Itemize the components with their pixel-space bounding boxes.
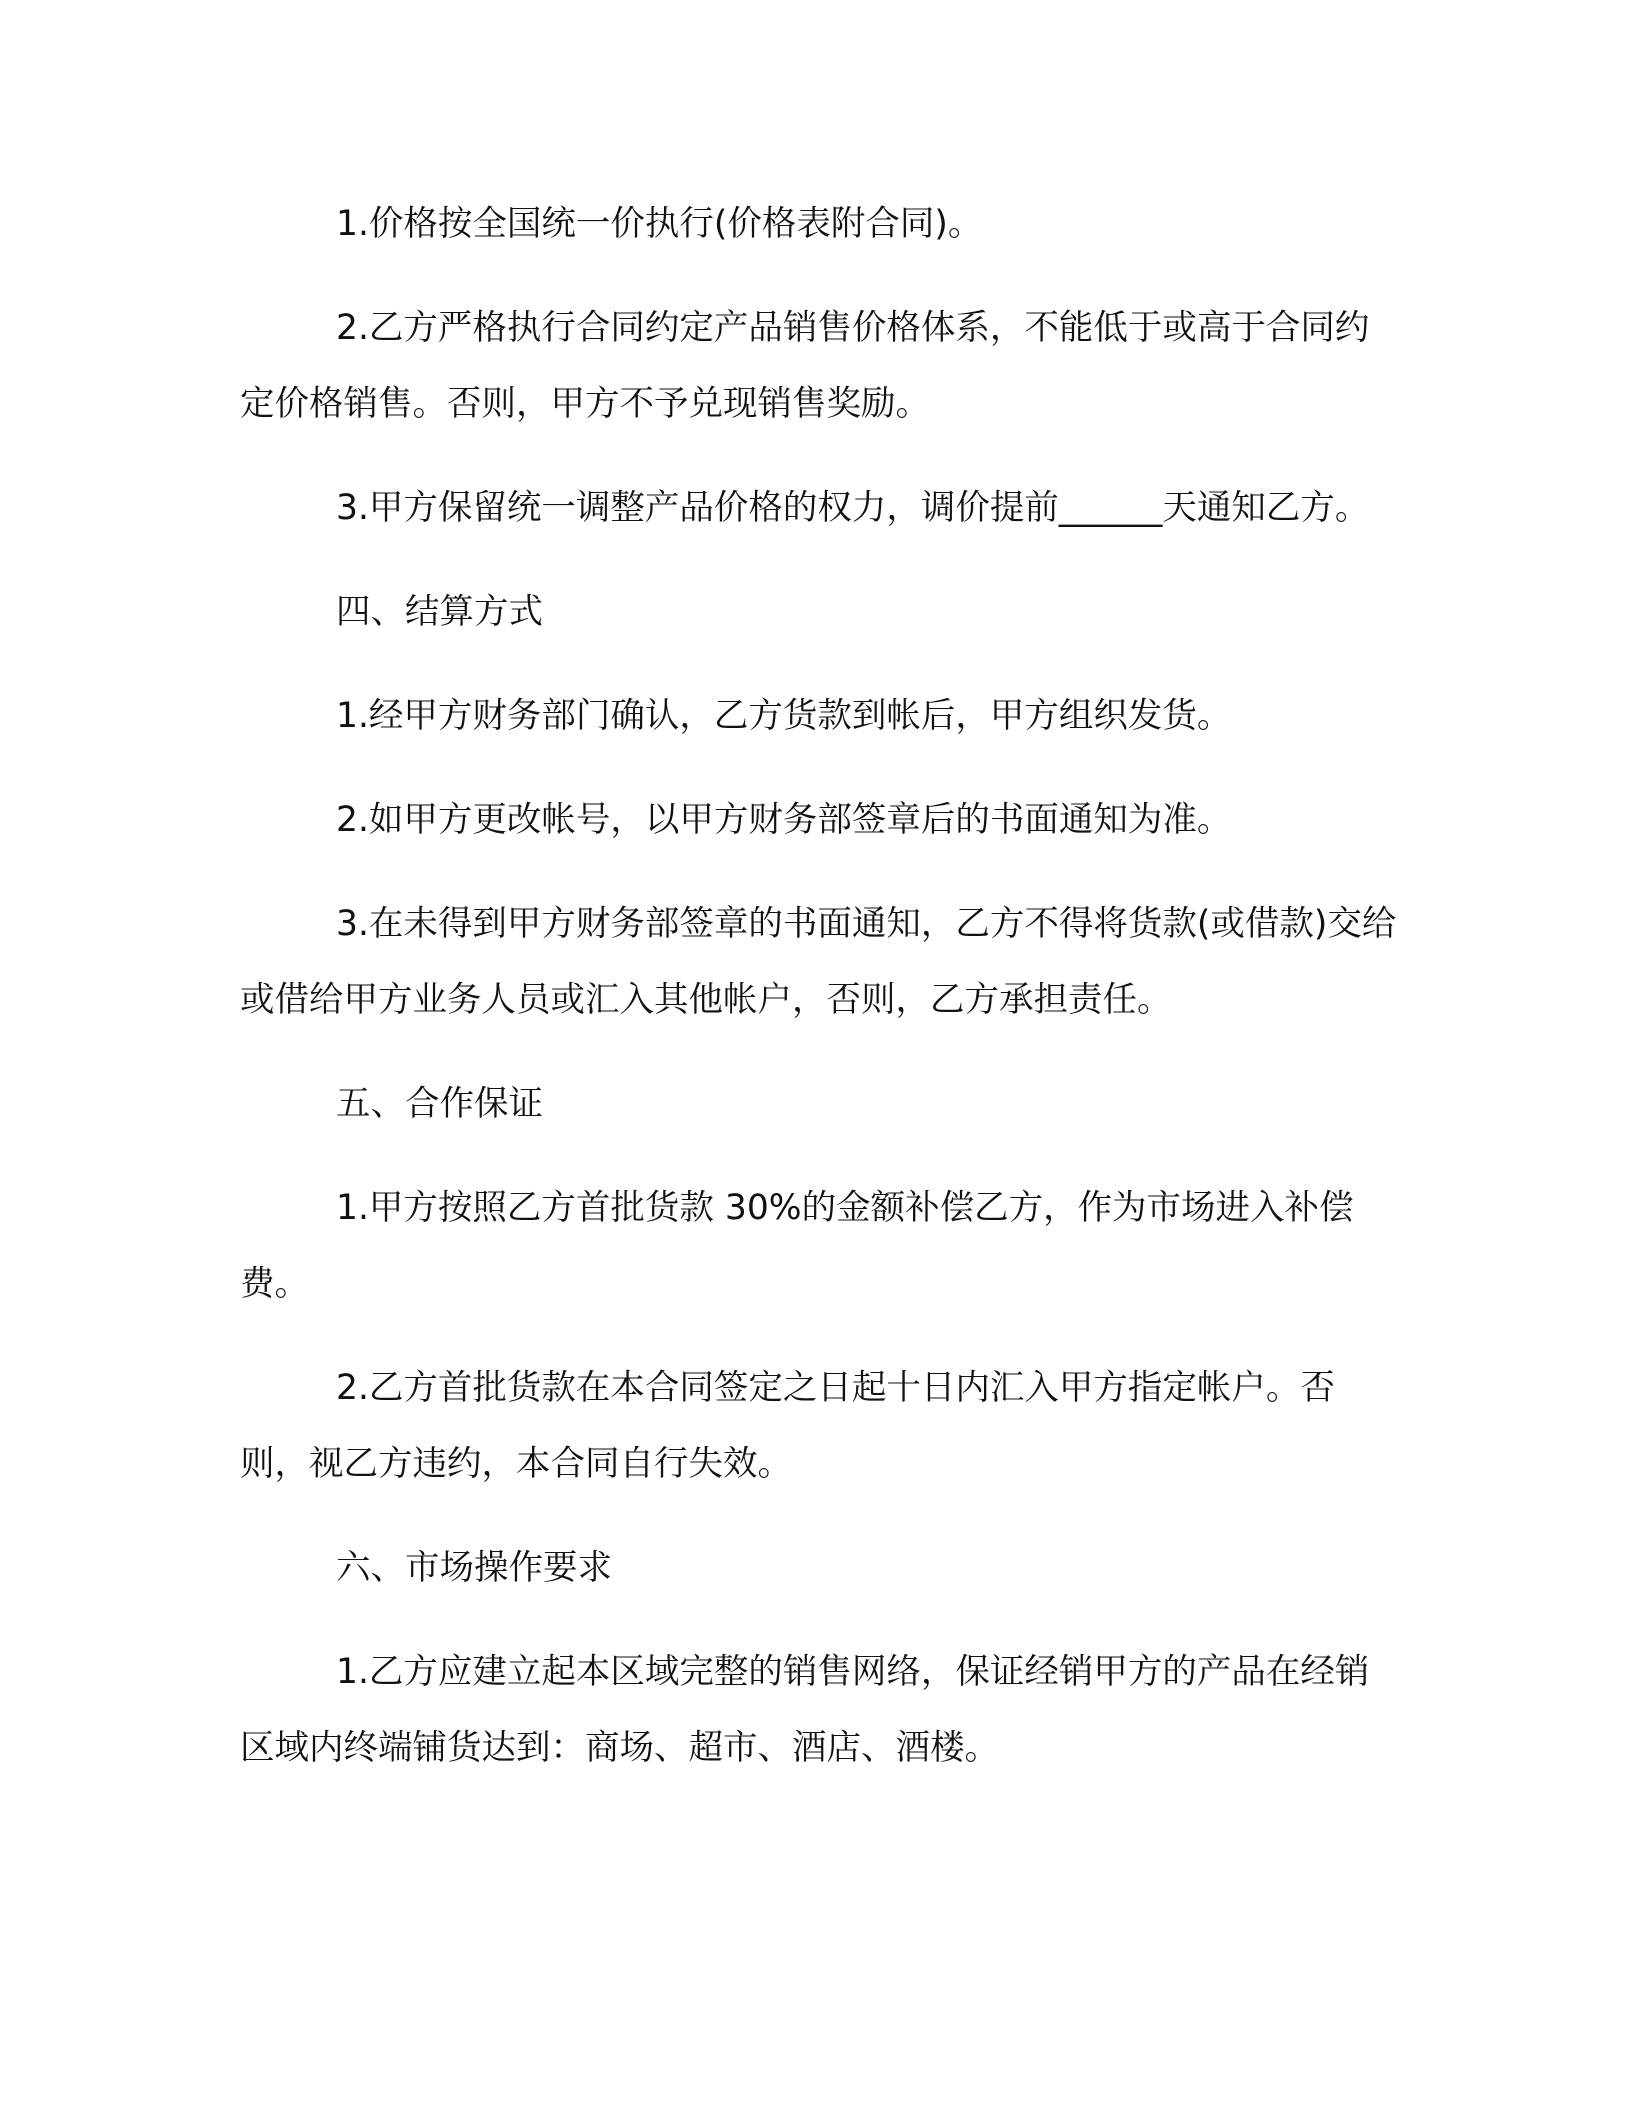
section-heading-market-operation: 六、市场操作要求 — [336, 1548, 612, 1588]
market-clause-1: 1.乙方应建立起本区域完整的销售网络，保证经销甲方的产品在经销区域内终端铺货达到：商场、超市、酒店、酒楼。 — [240, 1652, 1370, 1768]
section-heading-settlement: 四、结算方式 — [336, 592, 543, 632]
settlement-clause-2: 2.如甲方更改帐号，以甲方财务部签章后的书面通知为准。 — [336, 800, 1232, 840]
document-body — [240, 186, 1400, 1786]
price-clause-1: 1.价格按全国统一价执行(价格表附合同)。 — [336, 204, 983, 244]
guarantee-clause-1: 1.甲方按照乙方首批货款 30%的金额补偿乙方，作为市场进入补偿费。 — [240, 1188, 1354, 1304]
settlement-clause-1: 1.经甲方财务部门确认，乙方货款到帐后，甲方组织发货。 — [336, 696, 1232, 736]
guarantee-clause-2: 2.乙方首批货款在本合同签定之日起十日内汇入甲方指定帐户。否则，视乙方违约，本合同自行失效。 — [240, 1368, 1335, 1484]
price-clause-2: 2.乙方严格执行合同约定产品销售价格体系，不能低于或高于合同约定价格销售。否则，甲方不予兑现销售奖励。 — [240, 308, 1370, 424]
price-clause-3: 3.甲方保留统一调整产品价格的权力，调价提前______天通知乙方。 — [336, 488, 1370, 528]
settlement-clause-3: 3.在未得到甲方财务部签章的书面通知，乙方不得将货款(或借款)交给或借给甲方业务人员或汇入其他帐户，否则，乙方承担责任。 — [240, 904, 1397, 1020]
section-heading-guarantee: 五、合作保证 — [336, 1084, 543, 1124]
